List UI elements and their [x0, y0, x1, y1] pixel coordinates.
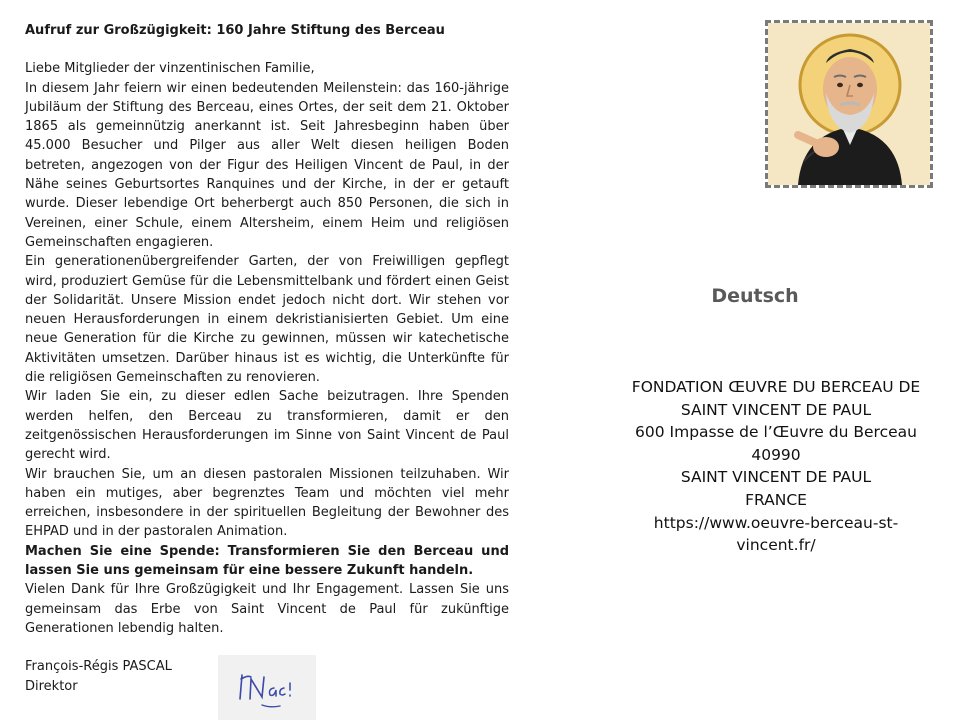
letter-paragraph-4: Wir brauchen Sie, um an diesen pastoralen Missionen teilzuhaben. Wir haben ein mutiges, aber begrenztes Team und möchten viel mehr erreichen, insbesondere in der spirituellen Begleitung der Bewohner des EHPAD und in der pastoralen Animation. — [25, 466, 509, 540]
address-line-1: FONDATION ŒUVRE DU BERCEAU DE — [631, 378, 921, 396]
address-city: SAINT VINCENT DE PAUL — [680, 468, 872, 487]
signature-scribble — [218, 655, 316, 720]
letter-title: Aufruf zur Großzügigkeit: 160 Jahre Stiftung des Berceau — [25, 23, 445, 38]
call-to-action: Machen Sie eine Spende: Transformieren Sie den Berceau und lassen Sie uns gemeinsam für eine bessere Zukunft handeln. — [25, 543, 509, 579]
saint-portrait — [765, 20, 933, 188]
website-url-line-1: https://www.oeuvre-berceau-st- — [653, 513, 899, 532]
letter-body — [25, 21, 509, 696]
address-postcode: 40990 — [751, 445, 801, 464]
language-label: Deutsch — [711, 285, 799, 307]
saint-vincent-de-paul-portrait-icon — [768, 23, 930, 185]
letter-greeting: Liebe Mitglieder der vinzentinischen Familie, — [25, 61, 315, 77]
signer-name: François-Régis PASCAL — [25, 659, 172, 675]
signer-role: Direktor — [25, 678, 78, 694]
address-line-3: 600 Impasse de l’Œuvre du Berceau — [635, 423, 917, 442]
signature-image — [218, 655, 316, 720]
letter-paragraph-3: Wir laden Sie ein, zu dieser edlen Sache beizutragen. Ihre Spenden werden helfen, den Berceau zu transformieren, damit er den zeitgenössischen Herausforderungen im Sinne von Saint Vincent de Paul gerecht wird. — [25, 389, 509, 463]
address-line-2: SAINT VINCENT DE PAUL — [680, 400, 872, 419]
letter-paragraph-2: Ein generationenübergreifender Garten, der von Freiwilligen gepflegt wird, produziert Gemüse für die Lebensmittelbank und fördert einen Geist der Solidarität. Unsere Mission endet jedoch nicht dort. Wir stehen vor neuen Herausforderungen in einem dekristianisierten Gebiet. Um eine neue Generation für die Kirche zu gewinnen, müssen wir katechetische Aktivitäten umsetzen. Darüber hinaus ist es wichtig, die Unterkünfte für die religiösen Gemeinschaften zu renovieren. — [25, 254, 509, 386]
website-url-line-2: vincent.fr/ — [736, 536, 816, 555]
letter-closing: Vielen Dank für Ihre Großzügigkeit und Ihr Engagement. Lassen Sie uns gemeinsam das Erbe von Saint Vincent de Paul für zukünftige Generationen lebendig halten. — [25, 582, 509, 636]
foundation-address — [626, 376, 926, 557]
letter-paragraph-1: In diesem Jahr feiern wir einen bedeutenden Meilenstein: das 160-jährige Jubiläum der Stiftung des Berceau, eines Ortes, der seit dem 21. Oktober 1865 als gemeinnützig anerkannt ist. Seit Jahresbeginn haben über 45.000 Besucher und Pilger aus aller Welt diesen heiligen Boden betreten, angezogen von der Figur des Heiligen Vincent de Paul, in der Nähe seines Geburtsortes Ranquines und der Kirche, in der er getauft wurde. Dieser lebendige Ort beherbergt auch 850 Personen, die sich in Vereinen, einer Schule, einem Altersheim, einem Heim und religiösen Gemeinschaften engagieren. — [25, 80, 509, 250]
address-country: FRANCE — [745, 490, 807, 509]
